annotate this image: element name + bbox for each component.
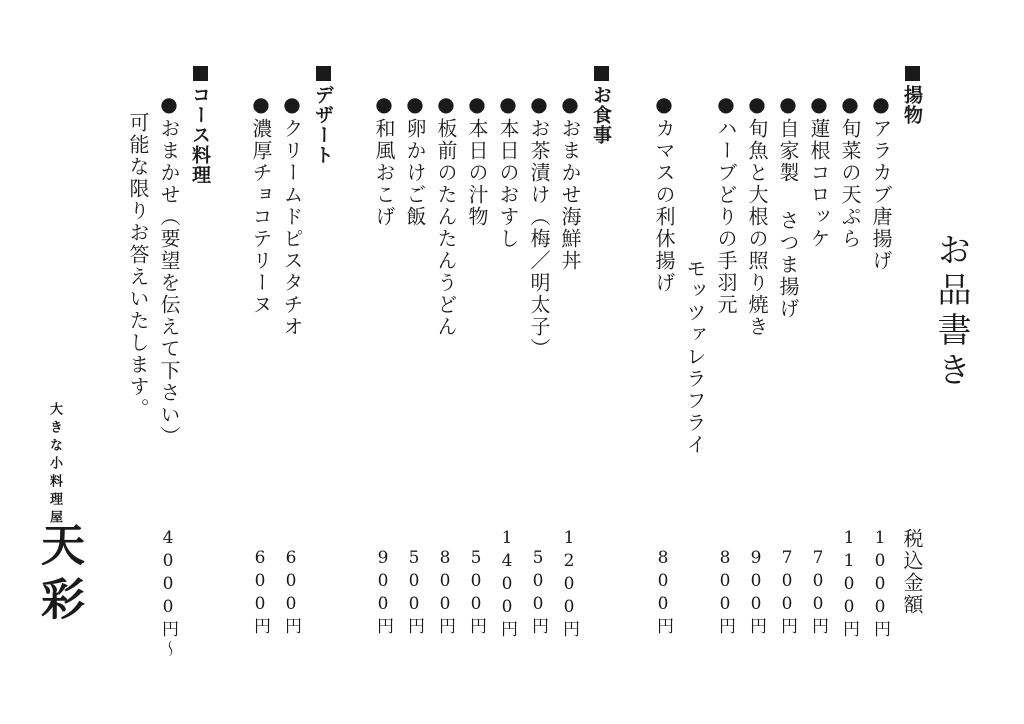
menu-item-name: ●クリームドピスタチオ <box>280 92 304 338</box>
menu-item-price: 900円 <box>746 548 766 637</box>
menu-item-price: 500円 <box>466 548 486 637</box>
menu-item-name: ●お茶漬け（梅／明太子） <box>527 92 551 360</box>
menu-item-price: 1400円 <box>497 528 517 640</box>
menu-item-name: ●濃厚チョコテリーヌ <box>249 92 273 316</box>
menu-item-price: 700円 <box>808 548 828 637</box>
menu-item-price: 800円 <box>435 548 455 637</box>
shop-tagline: 大きな小料理屋 <box>47 402 62 528</box>
menu-item-price: 1200円 <box>559 528 579 640</box>
menu-item-name: ●おまかせ（要望を伝えて下さい） <box>157 92 181 448</box>
menu-item-price: 800円 <box>715 548 735 637</box>
page-title: お品書き <box>931 232 971 392</box>
menu-item-name: ●本日のおすし <box>496 92 520 250</box>
square-bullet-icon <box>905 66 920 81</box>
shop-name-logo: 天彩 <box>33 522 84 630</box>
menu-item-name: ●ハーブどりの手羽元 <box>714 92 738 316</box>
section-heading-dessert: デザート <box>313 66 332 165</box>
menu-item-name: ●和風おこげ <box>372 92 396 228</box>
menu-item-price: 600円 <box>281 548 301 637</box>
section-heading-course: コース料理 <box>190 66 209 185</box>
menu-item-name: ●卵かけご飯 <box>403 92 427 228</box>
menu-item-name: ●板前のたんたんうどん <box>434 92 458 338</box>
menu-item-price: 4000円～ <box>158 528 178 660</box>
menu-item-price: 800円 <box>653 548 673 637</box>
section-heading-agemono: 揚物 <box>902 66 921 125</box>
menu-item-price: 1100円 <box>839 528 859 640</box>
section-heading-oshokuji: お食事 <box>591 66 610 145</box>
menu-item-name: ●自家製 さつま揚げ <box>776 92 800 320</box>
menu-item-name: ●蓮根コロッケ <box>807 92 831 250</box>
menu-item-price: 1000円 <box>870 528 890 640</box>
price-heading: 税込金額 <box>900 528 924 616</box>
menu-item-subname: モッツァレラフライ <box>683 258 707 456</box>
square-bullet-icon <box>316 66 331 81</box>
menu-item-price: 900円 <box>373 548 393 637</box>
menu-item-price: 500円 <box>528 548 548 637</box>
menu-item-name: ●旬魚と大根の照り焼き <box>745 92 769 338</box>
menu-item-price: 500円 <box>404 548 424 637</box>
square-bullet-icon <box>193 66 208 81</box>
menu-item-name: ●旬菜の天ぷら <box>838 92 862 250</box>
menu-item-price: 700円 <box>777 548 797 637</box>
menu-item-name: ●本日の汁物 <box>465 92 489 228</box>
menu-item-name: ●おまかせ海鮮丼 <box>558 92 582 272</box>
square-bullet-icon <box>594 66 609 81</box>
menu-item-note: 可能な限りお答えいたします。 <box>126 112 150 420</box>
menu-item-price: 600円 <box>250 548 270 637</box>
menu-item-name: ●アラカブ唐揚げ <box>869 92 893 272</box>
menu-item-name: ●カマスの利休揚げ <box>652 92 676 294</box>
